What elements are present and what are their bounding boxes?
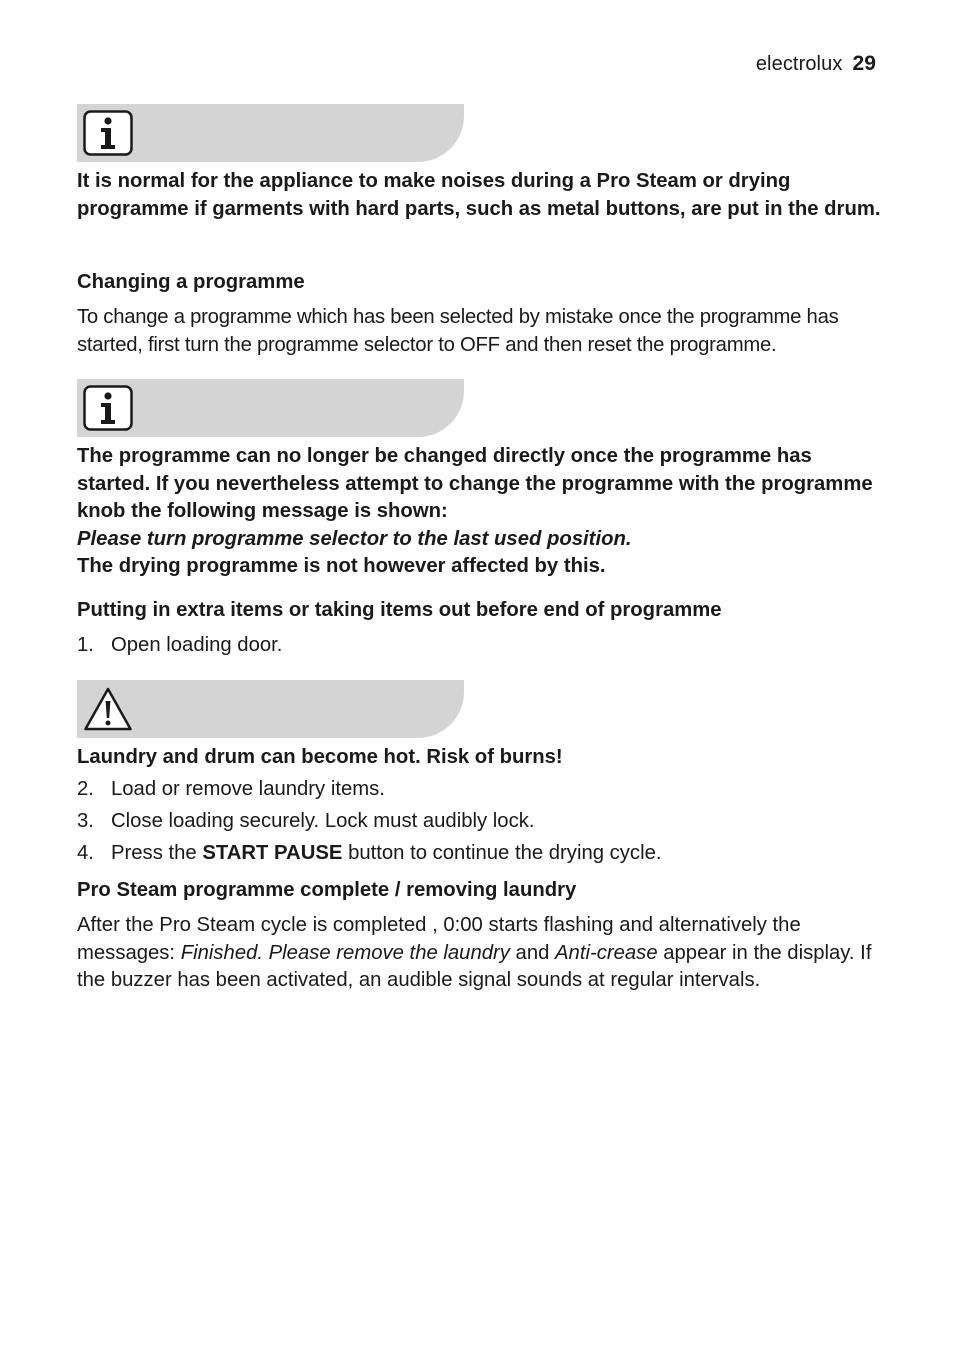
step-4-post: button to continue the drying cycle.: [348, 842, 662, 864]
step-2-text: Load or remove laundry items.: [111, 778, 385, 800]
warning-icon: [83, 686, 133, 732]
step-4-number: 4.: [77, 842, 94, 864]
step-1-number: 1.: [77, 634, 94, 656]
complete-text-1: After the Pro Steam cycle is completed , 0:00 starts flashing and alternatively the messages:: [77, 914, 801, 964]
note2-text: [77, 443, 882, 581]
complete-text-2: appear in the display. If the buzzer has been activated, an audible signal sounds at regular intervals.: [77, 941, 872, 991]
step-1-text: Open loading door.: [111, 634, 283, 656]
warning-banner: [77, 680, 464, 738]
page-number: 29: [852, 52, 876, 75]
note2-line1: The programme can no longer be changed directly once the programme has started. If you nevertheless attempt to change the programme with the programme knob the following message is shown:: [77, 445, 873, 522]
step-1: [77, 632, 282, 659]
changing-body: To change a programme which has been selected by mistake once the programme has started, first turn the programme selector to OFF and then reset the programme.: [77, 306, 839, 356]
step-2-number: 2.: [77, 778, 94, 800]
note2-line2: The drying programme is not however affected by this.: [77, 555, 606, 577]
warning-text: Laundry and drum can become hot. Risk of burns!: [77, 746, 563, 768]
complete-body: [77, 912, 882, 995]
start-pause-label: START PAUSE: [202, 842, 343, 864]
step-4-pre: Press the: [111, 842, 197, 864]
page-header: [756, 52, 876, 76]
note2-message: Please turn programme selector to the last used position.: [77, 527, 632, 550]
info-icon: [83, 110, 133, 156]
info-banner-1: [77, 104, 464, 162]
step-3: [77, 808, 534, 835]
complete-and: and: [515, 941, 550, 964]
step-3-text: Close loading securely. Lock must audibly lock.: [111, 810, 535, 832]
note1-text: It is normal for the appliance to make noises during a Pro Steam or drying programme if garments with hard parts, such as metal buttons, are put in the drum.: [77, 170, 881, 220]
step-3-number: 3.: [77, 810, 94, 832]
finished-message: Finished. Please remove the laundry: [180, 941, 510, 964]
brand-name: electrolux: [755, 53, 843, 75]
step-4: [77, 840, 662, 867]
changing-heading: Changing a programme: [77, 271, 305, 293]
extra-items-heading: Putting in extra items or taking items out before end of programme: [77, 599, 722, 621]
info-icon: [83, 385, 133, 431]
step-2: [77, 776, 385, 803]
complete-heading: Pro Steam programme complete / removing laundry: [77, 879, 577, 901]
info-banner-2: [77, 379, 464, 437]
anti-crease-message: Anti-crease: [555, 941, 658, 964]
